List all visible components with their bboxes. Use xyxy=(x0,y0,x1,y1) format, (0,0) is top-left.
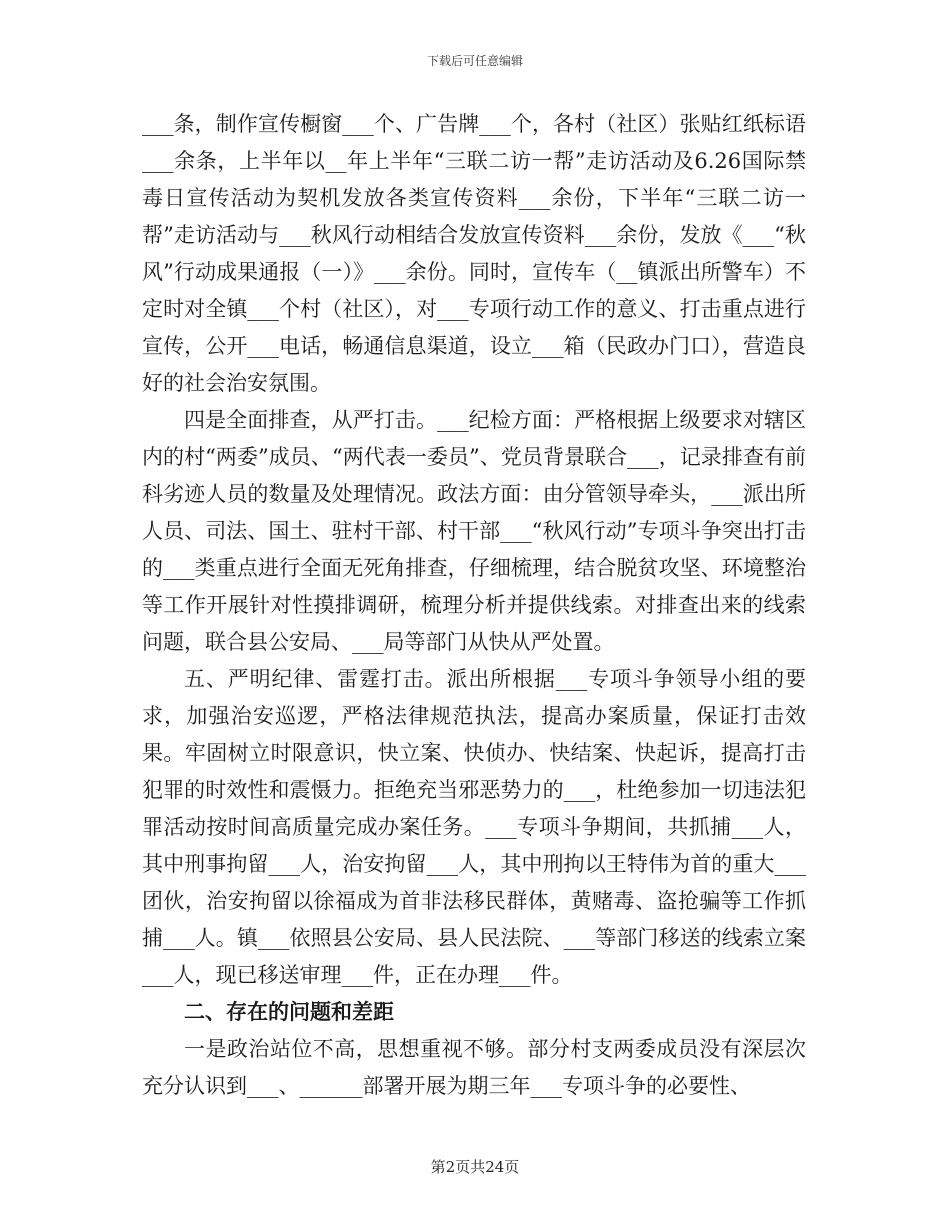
document-body xyxy=(142,106,806,1105)
section-heading: 二、存在的问题和差距 xyxy=(184,1000,394,1024)
paragraph-discipline: 五、严明纪律、雷霆打击。派出所根据___专项斗争领导小组的要求，加强治安巡逻，严格法律规范执法，提高办案质量，保证打击效果。牢固树立时限意识，快立案、快侦办、快结案、快起诉，提高打击犯罪的时效性和震慑力。拒绝充当邪恶势力的___，杜绝参加一切违法犯罪活动按时间高质量完成办案任务。___专项斗争期间，共抓捕___人，其中刑事拘留___人，治安拘留___人，其中刑拘以王特伟为首的重大___团伙，治安拘留以徐福成为首非法移民群体，黄赌毒、盗抢骗等工作抓捕___人。镇___依照县公安局、县人民法院、___等部门移送的线索立案___人，现已移送审理___件，正在办理___件。 xyxy=(142,667,806,987)
paragraph-problems: 一是政治站位不高，思想重视不够。部分村支两委成员没有深层次充分认识到___、______部署开展为期三年___专项斗争的必要性、 xyxy=(142,1037,806,1098)
page-header: 下载后可任意编辑 xyxy=(426,54,523,68)
paragraph-investigation: 四是全面排查，从严打击。___纪检方面：严格根据上级要求对辖区内的村“两委”成员、“两代表一委员”、党员背景联合___，记录排查有前科劣迹人员的数量及处理情况。政法方面：由分管领导牵头，___派出所人员、司法、国土、驻村干部、村干部___“秋风行动”专项斗争突出打击的___类重点进行全面无死角排查，仔细梳理，结合脱贫攻坚、环境整治等工作开展针对性摸排调研，梳理分析并提供线索。对排查出来的线索问题，联合县公安局、___局等部门从快从严处置。 xyxy=(142,408,806,654)
paragraph-publicity: ___条，制作宣传橱窗___个、广告牌___个，各村（社区）张贴红纸标语___余条，上半年以__年上半年“三联二访一帮”走访活动及6.26国际禁毒日宣传活动为契机发放各类宣传资料___余份，下半年“三联二访一帮”走访活动与___秋风行动相结合发放宣传资料___余份，发放《___“秋风”行动成果通报（一）》___余份。同时，宣传车（__镇派出所警车）不定时对全镇___个村（社区），对___专项行动工作的意义、打击重点进行宣传，公开___电话，畅通信息渠道，设立___箱（民政办门口），营造良好的社会治安氛围。 xyxy=(142,112,806,395)
page-number: 第2页共24页 xyxy=(430,1158,520,1176)
